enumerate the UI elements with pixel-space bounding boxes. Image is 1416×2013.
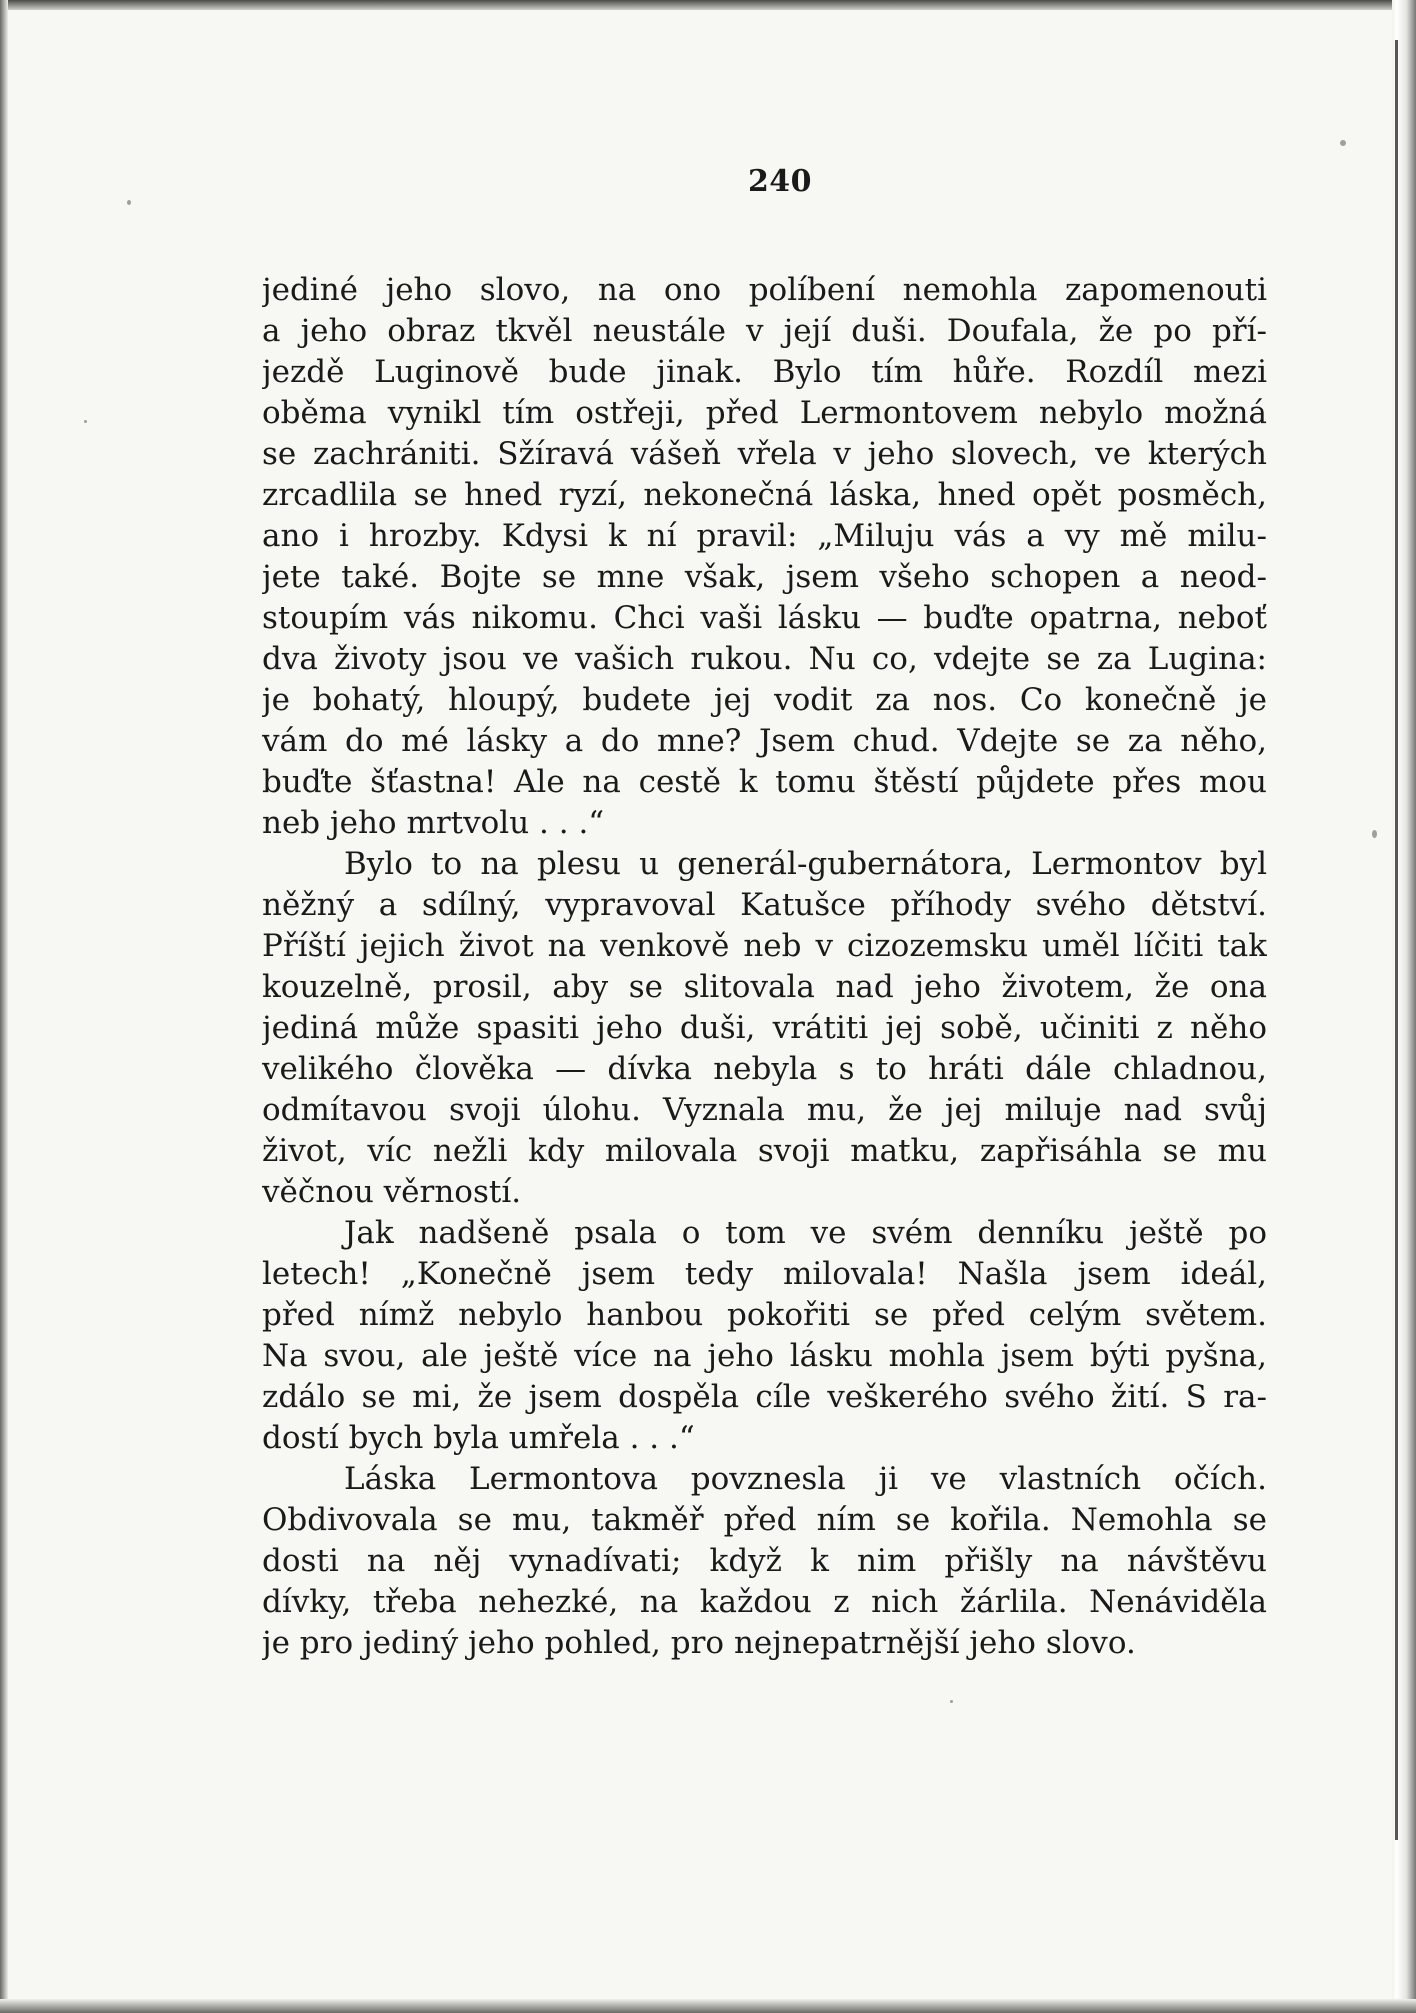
scan-speck <box>84 420 87 423</box>
text-line: letech! „Konečně jsem tedy milovala! Našla jsem ideál, <box>262 1256 1267 1292</box>
text-line: před nímž nebylo hanbou pokořiti se před celým světem. <box>262 1297 1267 1333</box>
paragraph <box>262 1213 1267 1459</box>
scan-speck <box>950 1700 953 1703</box>
scan-speck <box>1372 830 1377 838</box>
text-line: Obdivovala se mu, takměř před ním se kořila. Nemohla se <box>262 1502 1267 1538</box>
text-line: velikého člověka — dívka nebyla s to hráti dále chladnou, <box>262 1051 1267 1087</box>
scan-edge-bottom <box>0 1999 1416 2013</box>
text-line: Jak nadšeně psala o tom ve svém denníku ještě po <box>344 1215 1267 1251</box>
text-line: zdálo se mi, že jsem dospěla cíle veškerého svého žití. S ra- <box>262 1379 1267 1415</box>
scan-edge-right-line <box>1395 40 1398 1840</box>
text-line: něžný a sdílný, vypravoval Katušce příhody svého dětství. <box>262 887 1267 923</box>
scan-edge-top <box>0 0 1416 10</box>
body-text <box>262 270 1267 1664</box>
text-line: dostí bych byla umřela . . .“ <box>262 1420 695 1456</box>
page-number: 240 <box>747 164 813 199</box>
text-line: ano i hrozby. Kdysi k ní pravil: „Miluju vás a vy mě milu- <box>262 518 1267 554</box>
text-line: je bohatý, hloupý, budete jej vodit za nos. Co konečně je <box>262 682 1267 718</box>
text-line: vám do mé lásky a do mne? Jsem chud. Vdejte se za něho, <box>262 723 1267 759</box>
paragraph <box>262 844 1267 1213</box>
text-line: Bylo to na plesu u generál-gubernátora, Lermontov byl <box>344 846 1267 882</box>
text-line: stoupím vás nikomu. Chci vaši lásku — buďte opatrna, neboť <box>262 600 1267 636</box>
text-line: jediná může spasiti jeho duši, vrátiti jej sobě, učiniti z něho <box>262 1010 1267 1046</box>
scan-speck <box>127 200 131 205</box>
text-line: jete také. Bojte se mne však, jsem všeho schopen a neod- <box>262 559 1267 595</box>
text-line: zrcadlila se hned ryzí, nekonečná láska, hned opět posměch, <box>262 477 1267 513</box>
text-line: buďte šťastna! Ale na cestě k tomu štěstí půjdete přes mou <box>262 764 1267 800</box>
scan-edge-left <box>0 0 8 2013</box>
text-line: Příští jejich život na venkově neb v cizozemsku uměl líčiti tak <box>262 928 1267 964</box>
text-line: věčnou věrností. <box>262 1174 522 1210</box>
text-line: jezdě Luginově bude jinak. Bylo tím hůře. Rozdíl mezi <box>262 354 1267 390</box>
text-line: Na svou, ale ještě více na jeho lásku mohla jsem býti pyšna, <box>262 1338 1267 1374</box>
text-line: a jeho obraz tkvěl neustále v její duši. Doufala, že po pří- <box>262 313 1267 349</box>
text-line: dívky, třeba nehezké, na každou z nich žárlila. Nenáviděla <box>262 1584 1267 1620</box>
text-line: neb jeho mrtvolu . . .“ <box>262 805 605 841</box>
scan-speck <box>1340 140 1346 146</box>
text-line: kouzelně, prosil, aby se slitovala nad jeho životem, že ona <box>262 969 1267 1005</box>
text-line: život, víc nežli kdy milovala svoji matku, zapřisáhla se mu <box>262 1133 1267 1169</box>
text-line: dosti na něj vynadívati; když k nim přišly na návštěvu <box>262 1543 1267 1579</box>
text-line: je pro jediný jeho pohled, pro nejnepatrnější jeho slovo. <box>262 1625 1136 1661</box>
text-line: Láska Lermontova povznesla ji ve vlastních očích. <box>344 1461 1267 1497</box>
paragraph <box>262 270 1267 844</box>
paragraph <box>262 1459 1267 1664</box>
text-line: oběma vynikl tím ostřeji, před Lermontovem nebylo možná <box>262 395 1267 431</box>
text-line: odmítavou svoji úlohu. Vyznala mu, že jej miluje nad svůj <box>262 1092 1267 1128</box>
text-line: se zachrániti. Sžíravá vášeň vřela v jeho slovech, ve kterých <box>262 436 1267 472</box>
text-line: dva životy jsou ve vašich rukou. Nu co, vdejte se za Lugina: <box>262 641 1267 677</box>
text-line: jediné jeho slovo, na ono políbení nemohla zapomenouti <box>262 272 1267 308</box>
